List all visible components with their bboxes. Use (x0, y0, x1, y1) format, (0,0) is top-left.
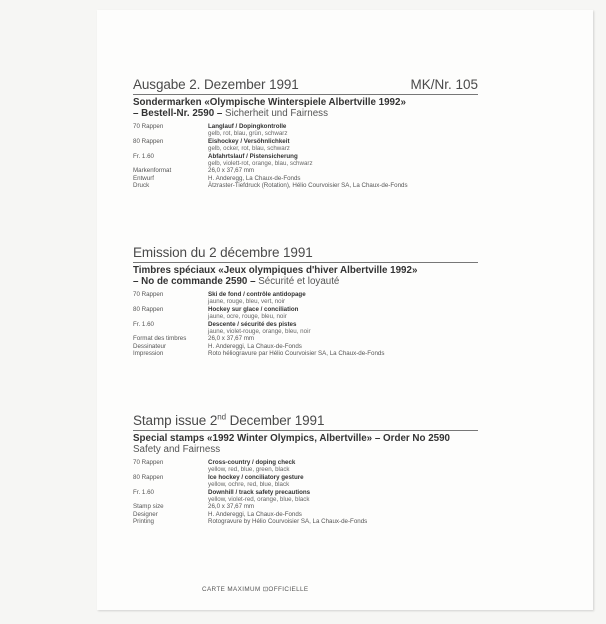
stamp-name: Ice hockey / conciliatory gesture (208, 473, 304, 481)
stamp-value: 80 Rappen (133, 305, 164, 313)
stamp-colors: gelb, violett-rot, orange, blau, schwarz (208, 160, 313, 168)
stamp-row (133, 291, 478, 306)
stamp-colors: yellow, red, blue, green, black (208, 466, 290, 474)
detail-row (133, 175, 478, 182)
detail-value: H. Anderegg, La Chaux-de-Fonds (208, 174, 301, 182)
section-header (133, 245, 478, 263)
detail-value: H. Andereggi, La Chaux-de-Fonds (208, 510, 302, 518)
subtitle-theme: Sicherheit und Fairness (222, 108, 328, 119)
subtitle-theme: Safety and Fairness (133, 444, 221, 455)
detail-row (133, 343, 478, 350)
detail-label: Dessinateur (133, 342, 167, 350)
stamp-row (133, 306, 478, 321)
detail-label: Impression (133, 350, 164, 358)
stamp-colors: yellow, ochre, red, blue, black (208, 481, 290, 489)
detail-label: Entwurf (133, 174, 154, 182)
stamp-colors: jaune, violet-rouge, orange, bleu, noir (208, 328, 311, 336)
section-title: Ausgabe 2. Dezember 1991 (133, 77, 299, 92)
stamp-value: Fr. 1.60 (133, 488, 154, 496)
stamp-name: Descente / sécurité des pistes (208, 320, 297, 328)
stamp-colors: yellow, violet-red, orange, blue, black (208, 496, 310, 504)
detail-label: Druck (133, 182, 150, 190)
section-title: Emission du 2 décembre 1991 (133, 245, 313, 260)
detail-label: Format des timbres (133, 335, 187, 343)
detail-row (133, 335, 478, 342)
detail-row (133, 182, 478, 189)
detail-row (133, 503, 478, 510)
section-subtitle (133, 97, 478, 119)
section-english (133, 413, 478, 526)
section-header (133, 413, 478, 431)
stamp-colors: jaune, ocre, rouge, bleu, noir (208, 313, 287, 321)
stamp-colors: gelb, rot, blau, grün, schwarz (208, 130, 288, 138)
stamp-value: Fr. 1.60 (133, 320, 154, 328)
stamp-colors: jaune, rouge, bleu, vert, noir (208, 298, 286, 306)
stamp-row (133, 153, 478, 168)
section-french (133, 245, 478, 358)
stamp-name: Ski de fond / contrôle antidopage (208, 291, 306, 298)
stamp-list (133, 123, 478, 190)
detail-label: Markenformat (133, 167, 172, 175)
detail-label: Designer (133, 510, 158, 518)
stamp-colors: gelb, ocker, rot, blau, schwarz (208, 145, 290, 153)
stamp-value: Fr. 1.60 (133, 152, 154, 160)
section-subtitle (133, 433, 478, 455)
section-subtitle (133, 265, 478, 287)
subtitle-order: – Bestell-Nr. 2590 – (133, 108, 223, 119)
subtitle-line-1: Special stamps «1992 Winter Olympics, Albertville» – Order No 2590 (133, 433, 451, 444)
detail-value: Roto héliogravure par Hélio Courvoisier SA, La Chaux-de-Fonds (208, 350, 385, 358)
subtitle-line-1: Timbres spéciaux «Jeux olympiques d'hiver Albertville 1992» (133, 265, 418, 276)
stamp-name: Eishockey / Versöhnlichkeit (208, 137, 290, 145)
detail-value: Ätzraster-Tiefdruck (Rotation), Hélio Courvoisier SA, La Chaux-de-Fonds (208, 182, 408, 190)
stamp-row (133, 321, 478, 336)
subtitle-order: – No de commande 2590 – (133, 276, 256, 287)
detail-value: Rotogravure by Hélio Courvoisier SA, La Chaux-de-Fonds (208, 518, 368, 526)
footer-caption: CARTE MAXIMUM ⊡OFFICIELLE (202, 586, 309, 593)
stamp-row (133, 489, 478, 504)
detail-value: 26,0 x 37,67 mm (208, 503, 255, 511)
detail-row (133, 350, 478, 357)
stamp-value: 80 Rappen (133, 137, 164, 145)
detail-label: Stamp size (133, 503, 164, 511)
stamp-value: 80 Rappen (133, 473, 164, 481)
detail-value: 26,0 x 37,67 mm (208, 335, 255, 343)
stamp-value: 70 Rappen (133, 123, 164, 130)
subtitle-theme: Sécurité et loyauté (255, 276, 340, 287)
detail-value: H. Andereggi, La Chaux-de-Fonds (208, 342, 302, 350)
stamp-value: 70 Rappen (133, 291, 164, 298)
stamp-row (133, 138, 478, 153)
stamp-row (133, 459, 478, 474)
stamp-list (133, 291, 478, 358)
detail-value: 26,0 x 37,67 mm (208, 167, 255, 175)
stamp-row (133, 123, 478, 138)
section-header (133, 77, 478, 95)
section-title: Stamp issue 2nd December 1991 (133, 412, 325, 428)
issue-number: MK/Nr. 105 (410, 77, 478, 92)
detail-label: Printing (133, 518, 154, 526)
stamp-name: Downhill / track safety precautions (208, 488, 311, 496)
stamp-name: Cross-country / doping check (208, 459, 296, 466)
detail-row (133, 167, 478, 174)
detail-row (133, 511, 478, 518)
stamp-value: 70 Rappen (133, 459, 164, 466)
stamp-row (133, 474, 478, 489)
section-german (133, 77, 478, 190)
stamp-name: Langlauf / Dopingkontrolle (208, 123, 287, 130)
subtitle-line-1: Sondermarken «Olympische Winterspiele Albertville 1992» (133, 97, 406, 108)
stamp-name: Hockey sur glace / conciliation (208, 305, 299, 313)
stamp-list (133, 459, 478, 526)
stamp-name: Abfahrtslauf / Pistensicherung (208, 152, 298, 160)
detail-row (133, 518, 478, 525)
